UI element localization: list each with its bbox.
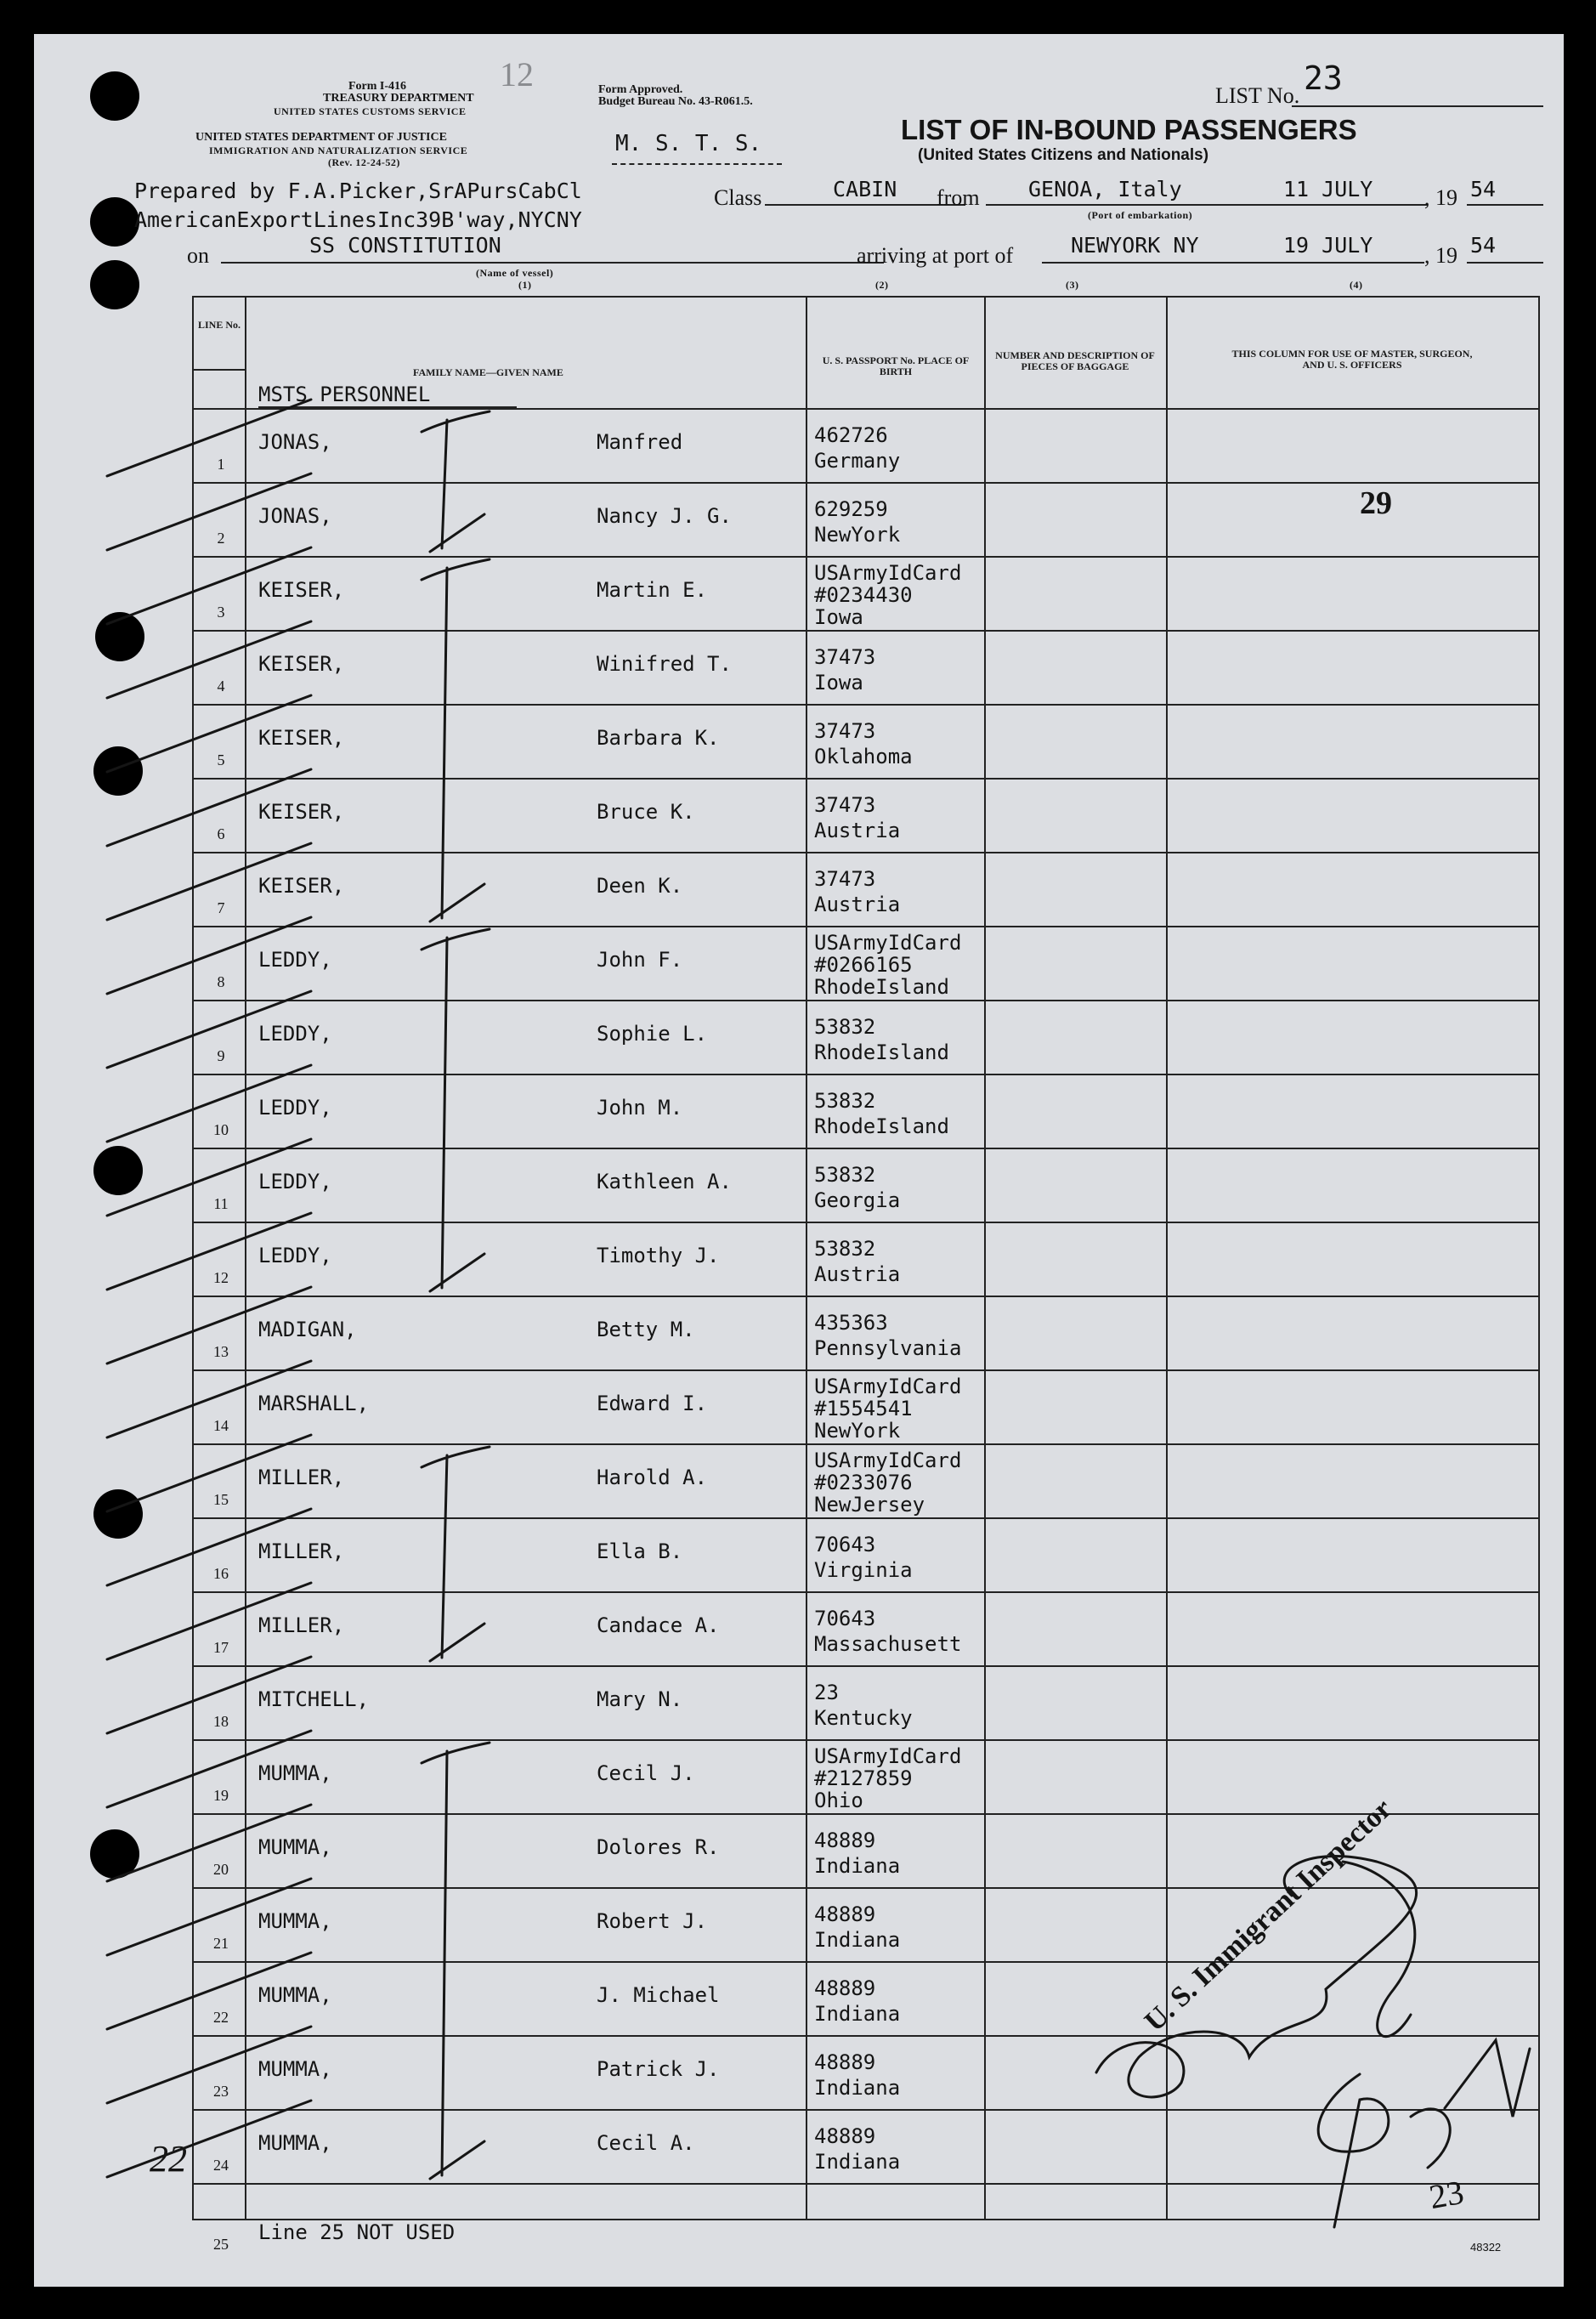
line-number: 9: [217, 1047, 225, 1064]
pen-stroke: [107, 1879, 311, 1955]
given-name: Bruce K.: [597, 800, 695, 824]
family-name: KEISER,: [258, 874, 345, 898]
pen-stroke: [422, 559, 490, 580]
treasury-dept: TREASURY DEPARTMENT: [323, 92, 474, 105]
place-of-birth: RhodeIsland: [814, 1114, 949, 1138]
passport-number: 53832: [814, 1015, 876, 1039]
passport-number: 70643: [814, 1607, 876, 1630]
document-title: LIST OF IN-BOUND PASSENGERS: [901, 114, 1357, 145]
given-name: Betty M.: [597, 1318, 695, 1341]
pen-stroke: [107, 1361, 311, 1437]
header-officers: THIS COLUMN FOR USE OF MASTER, SURGEON, AND U. S. OFFICERS: [1231, 348, 1473, 371]
passport-number: USArmyIdCard: [814, 1449, 962, 1472]
id-card-number: #0234430: [814, 583, 913, 607]
passport-number: 37473: [814, 719, 876, 743]
pen-stroke: [430, 1624, 484, 1661]
class-value: CABIN: [833, 177, 897, 201]
list-no-label: LIST No.: [1215, 83, 1300, 108]
passport-number: 462726: [814, 423, 888, 447]
line-number: 23: [213, 2083, 229, 2100]
ins-service: IMMIGRATION AND NATURALIZATION SERVICE: [209, 145, 468, 156]
pen-stroke: [442, 1751, 447, 2175]
column-number: (2): [875, 279, 889, 291]
pen-stroke: [107, 547, 311, 624]
passport-number: 435363: [814, 1311, 888, 1335]
family-name: MARSHALL,: [258, 1392, 370, 1415]
class-label: Class: [714, 185, 762, 210]
pen-stroke: [442, 1455, 447, 1658]
form-revision: (Rev. 12-24-52): [328, 156, 400, 168]
place-of-birth: Indiana: [814, 2150, 901, 2174]
given-name: Candace A.: [597, 1613, 720, 1637]
passport-number: USArmyIdCard: [814, 1744, 962, 1768]
given-name: Manfred: [597, 430, 683, 454]
passport-number: 48889: [814, 2050, 876, 2074]
section-label: MSTS PERSONNEL: [258, 383, 431, 406]
prepared-by: Prepared by F.A.Picker,SrAPursCabCl: [134, 179, 582, 203]
place-of-birth: RhodeIsland: [814, 1040, 949, 1064]
given-name: Mary N.: [597, 1687, 683, 1711]
vessel-caption: (Name of vessel): [476, 267, 554, 279]
arrival-port: NEWYORK NY: [1071, 233, 1199, 258]
line-number: 19: [213, 1787, 229, 1804]
line-number: 1: [217, 456, 225, 473]
family-name: KEISER,: [258, 578, 345, 602]
line-number: 17: [213, 1639, 229, 1656]
pen-stroke: [1318, 2074, 1389, 2227]
pen-stroke: [107, 1435, 311, 1511]
place-of-birth: NewYork: [814, 1419, 901, 1443]
pen-stroke: [107, 1805, 311, 1881]
given-name: Kathleen A.: [597, 1170, 732, 1194]
passport-number: 37473: [814, 645, 876, 669]
pen-stroke: [107, 991, 311, 1068]
id-card-number: #0233076: [814, 1471, 913, 1494]
pen-stroke: [1096, 1857, 1417, 2097]
line-number: 22: [213, 2009, 229, 2026]
pen-stroke: [430, 2141, 484, 2179]
given-name: Ella B.: [597, 1539, 683, 1563]
passport-number: 48889: [814, 2124, 876, 2148]
family-name: JONAS,: [258, 430, 332, 454]
depart-year-prefix: , 19: [1424, 185, 1457, 210]
arrival-date: 19 JULY: [1283, 233, 1373, 258]
place-of-birth: Austria: [814, 1262, 901, 1286]
passport-number: 37473: [814, 867, 876, 891]
pen-stroke: [422, 1447, 490, 1467]
pen-stroke: [107, 1139, 311, 1216]
line-number: 20: [213, 1861, 229, 1878]
family-name: MUMMA,: [258, 1835, 332, 1859]
line-number: 10: [213, 1121, 229, 1138]
place-of-birth: Austria: [814, 893, 901, 916]
pen-stroke: [107, 1065, 311, 1142]
arriving-label: arriving at port of: [857, 243, 1014, 268]
customs-service: UNITED STATES CUSTOMS SERVICE: [274, 105, 467, 117]
family-name: KEISER,: [258, 800, 345, 824]
place-of-birth: Indiana: [814, 1928, 901, 1952]
line-number: 16: [213, 1565, 229, 1582]
pen-stroke: [107, 1213, 311, 1290]
port-embark-caption: (Port of embarkation): [1088, 209, 1193, 221]
passport-number: 53832: [814, 1089, 876, 1113]
given-name: Martin E.: [597, 578, 708, 602]
passport-number: 23: [814, 1681, 839, 1704]
pen-stroke: [107, 2101, 311, 2177]
given-name: Nancy J. G.: [597, 504, 732, 528]
list-no: 23: [1304, 60, 1343, 97]
family-name: KEISER,: [258, 652, 345, 676]
document-subtitle: (United States Citizens and Nationals): [918, 146, 1209, 164]
column-number: (4): [1350, 279, 1363, 291]
place-of-birth: Indiana: [814, 2002, 901, 2026]
header-line-no: LINE No.: [197, 319, 241, 331]
handwritten-total: 22: [150, 2138, 187, 2180]
passport-number: 37473: [814, 793, 876, 817]
on-label: on: [187, 243, 209, 268]
family-name: MUMMA,: [258, 1909, 332, 1933]
pen-stroke: [107, 1509, 311, 1585]
handwritten-number: 12: [500, 55, 534, 94]
handwritten-marks: [34, 34, 1564, 2287]
given-name: Barbara K.: [597, 726, 720, 750]
line-number: 21: [213, 1935, 229, 1952]
passport-number: 53832: [814, 1163, 876, 1187]
given-name: John F.: [597, 948, 683, 972]
pen-stroke: [107, 1953, 311, 2029]
place-of-birth: Massachusett: [814, 1632, 962, 1656]
pen-stroke: [1343, 1862, 1415, 2037]
family-name: LEDDY,: [258, 1096, 332, 1120]
place-of-birth: Virginia: [814, 1558, 913, 1582]
passport-number: 629259: [814, 497, 888, 521]
place-of-birth: Kentucky: [814, 1706, 913, 1730]
pen-stroke: [422, 411, 490, 432]
given-name: Robert J.: [597, 1909, 708, 1933]
given-name: J. Michael: [597, 1983, 720, 2007]
from-label: from: [937, 185, 980, 210]
family-name: MUMMA,: [258, 1761, 332, 1785]
passport-number: USArmyIdCard: [814, 561, 962, 585]
place-of-birth: Austria: [814, 819, 901, 842]
budget-bureau: Budget Bureau No. 43-R061.5.: [598, 95, 753, 108]
family-name: MILLER,: [258, 1539, 345, 1563]
pen-stroke: [107, 1657, 311, 1733]
line-number: 11: [213, 1195, 229, 1212]
pen-stroke: [107, 473, 311, 550]
column-number: (3): [1066, 279, 1079, 291]
pen-stroke: [442, 420, 447, 548]
given-name: Harold A.: [597, 1466, 708, 1489]
place-of-birth: NewYork: [814, 523, 901, 547]
passport-number: 48889: [814, 1976, 876, 2000]
place-of-birth: Pennsylvania: [814, 1336, 962, 1360]
pen-stroke: [107, 1731, 311, 1807]
form-approved: Form Approved.: [598, 83, 683, 96]
corner-number: 23: [1426, 2172, 1467, 2217]
place-of-birth: Indiana: [814, 2076, 901, 2100]
place-of-birth: RhodeIsland: [814, 975, 949, 999]
header-passport: U. S. PASSPORT No. PLACE OF BIRTH: [822, 354, 970, 377]
pen-stroke: [430, 884, 484, 921]
passport-number: 48889: [814, 1902, 876, 1926]
line-number: 7: [217, 899, 225, 916]
pen-stroke: [430, 514, 484, 552]
family-name: MADIGAN,: [258, 1318, 357, 1341]
line-number: 18: [213, 1713, 229, 1730]
header-baggage: NUMBER AND DESCRIPTION OF PIECES OF BAGGAGE: [995, 349, 1155, 372]
immigrant-inspector-stamp: U. S. Immigrant Inspector: [1139, 1793, 1398, 2038]
msts-label: M. S. T. S.: [615, 131, 762, 156]
passport-number: 53832: [814, 1237, 876, 1261]
pen-stroke: [430, 1254, 484, 1291]
passport-number: USArmyIdCard: [814, 931, 962, 955]
given-name: John M.: [597, 1096, 683, 1120]
id-card-number: #0266165: [814, 953, 913, 977]
given-name: Timothy J.: [597, 1244, 720, 1267]
line-number: 15: [213, 1491, 229, 1508]
vessel-name: SS CONSTITUTION: [309, 233, 501, 258]
family-name: JONAS,: [258, 504, 332, 528]
family-name: LEDDY,: [258, 1170, 332, 1194]
depart-year: 54: [1470, 177, 1497, 201]
line-number: 2: [217, 530, 225, 547]
family-name: LEDDY,: [258, 1022, 332, 1046]
family-name: MUMMA,: [258, 2131, 332, 2155]
family-name: KEISER,: [258, 726, 345, 750]
pen-stroke: [107, 695, 311, 772]
pen-stroke: [107, 400, 311, 476]
place-of-birth: Iowa: [814, 605, 863, 629]
family-name: MILLER,: [258, 1613, 345, 1637]
passport-number: USArmyIdCard: [814, 1375, 962, 1398]
port-of-embarkation: GENOA, Italy: [1028, 177, 1182, 201]
family-name: LEDDY,: [258, 1244, 332, 1267]
id-card-number: #1554541: [814, 1397, 913, 1420]
pen-stroke: [107, 2027, 311, 2103]
line-number: 4: [217, 678, 225, 695]
place-of-birth: Oklahoma: [814, 745, 913, 768]
form-number: Form I-416: [348, 80, 407, 93]
arrive-year-prefix: , 19: [1424, 243, 1457, 268]
pen-stroke: [107, 769, 311, 846]
departure-date: 11 JULY: [1283, 177, 1373, 201]
line-number: 25: [213, 2236, 229, 2253]
line-number: 8: [217, 973, 225, 990]
form-code: 48322: [1470, 2241, 1502, 2254]
arrive-year: 54: [1470, 233, 1497, 258]
place-of-birth: Iowa: [814, 671, 863, 695]
officer-count: 29: [1360, 485, 1392, 521]
given-name: Sophie L.: [597, 1022, 708, 1046]
justice-dept: UNITED STATES DEPARTMENT OF JUSTICE: [195, 131, 447, 144]
line-number: 24: [213, 2157, 229, 2174]
pen-stroke: [1411, 2109, 1450, 2168]
family-name: LEDDY,: [258, 948, 332, 972]
family-name: MUMMA,: [258, 2057, 332, 2081]
given-name: Patrick J.: [597, 2057, 720, 2081]
pen-stroke: [107, 621, 311, 698]
id-card-number: #2127859: [814, 1766, 913, 1790]
line-number: 12: [213, 1269, 229, 1286]
line-number: 14: [213, 1417, 229, 1434]
pen-stroke: [422, 1743, 490, 1763]
family-name: MILLER,: [258, 1466, 345, 1489]
given-name: Dolores R.: [597, 1835, 720, 1859]
place-of-birth: Indiana: [814, 1854, 901, 1878]
company-address: AmericanExportLinesInc39B'way,NYCNY: [134, 207, 582, 232]
given-name: Cecil A.: [597, 2131, 695, 2155]
given-name: Cecil J.: [597, 1761, 695, 1785]
document-page: [34, 34, 1564, 2287]
line-number: 3: [217, 604, 225, 621]
pen-stroke: [1445, 2040, 1530, 2117]
pen-stroke: [442, 568, 447, 918]
column-number: (1): [518, 279, 532, 291]
pen-stroke: [107, 917, 311, 994]
pen-stroke: [107, 1583, 311, 1659]
family-name: MUMMA,: [258, 1983, 332, 2007]
place-of-birth: Georgia: [814, 1188, 901, 1212]
line-number: 6: [217, 825, 225, 842]
place-of-birth: Ohio: [814, 1789, 863, 1812]
pen-stroke: [442, 938, 447, 1288]
given-name: Deen K.: [597, 874, 683, 898]
given-name: Winifred T.: [597, 652, 732, 676]
pen-stroke: [422, 929, 490, 950]
place-of-birth: NewJersey: [814, 1493, 925, 1517]
header-name: FAMILY NAME—GIVEN NAME: [413, 366, 563, 378]
passport-number: 48889: [814, 1829, 876, 1852]
line-number: 5: [217, 751, 225, 768]
given-name: Edward I.: [597, 1392, 708, 1415]
passport-number: 70643: [814, 1533, 876, 1556]
unused-line-note: Line 25 NOT USED: [258, 2220, 456, 2244]
line-number: 13: [213, 1343, 229, 1360]
place-of-birth: Germany: [814, 449, 901, 473]
pen-stroke: [107, 1287, 311, 1364]
pen-stroke: [107, 843, 311, 920]
family-name: MITCHELL,: [258, 1687, 370, 1711]
